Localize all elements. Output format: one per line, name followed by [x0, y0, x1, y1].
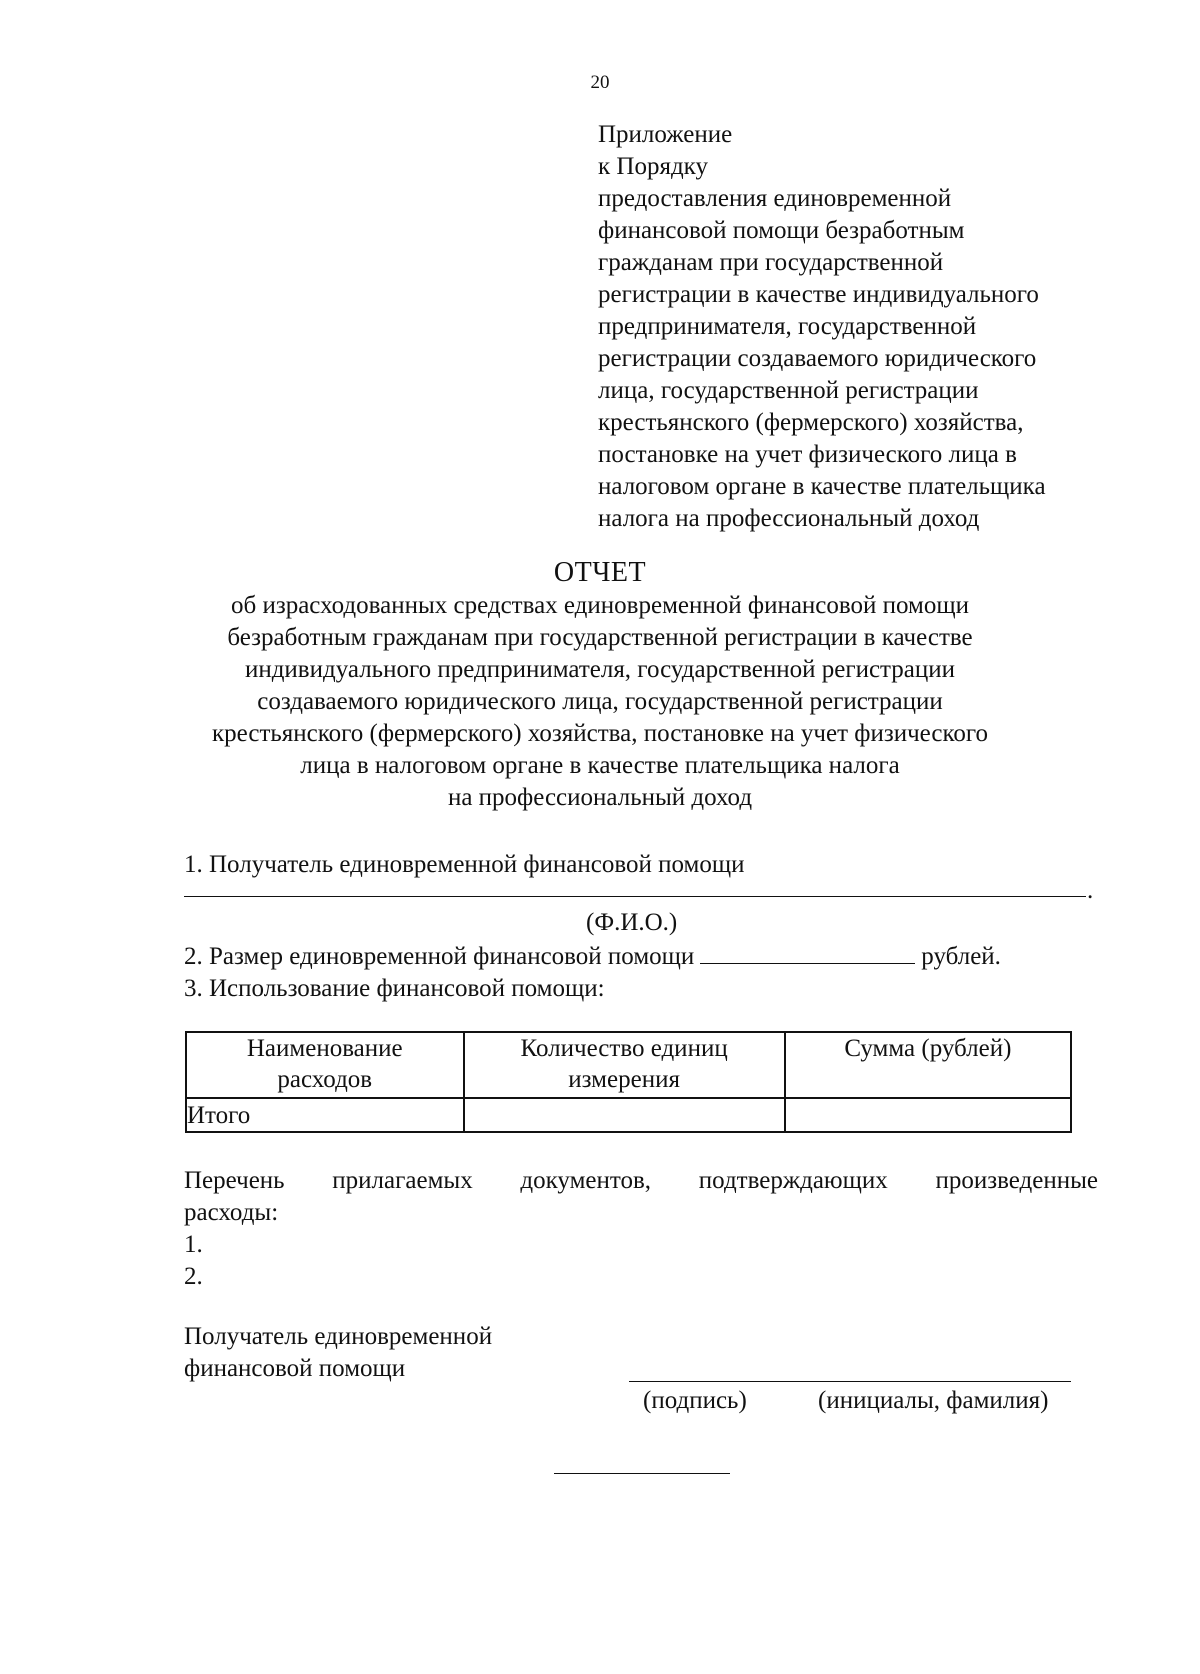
report-subtitle-line: индивидуального предпринимателя, государственной регистрации	[244, 656, 956, 683]
appendix-block	[598, 119, 1046, 535]
signature-blank-line[interactable]	[629, 1381, 1071, 1382]
documents-intro-word: подтверждающих	[698, 1167, 888, 1194]
end-separator-line	[554, 1473, 730, 1474]
report-subtitle-line: создаваемого юридического лица, государственной регистрации	[257, 688, 943, 715]
documents-intro	[184, 1165, 1098, 1197]
report-subtitle-line: крестьянского (фермерского) хозяйства, постановке на учет физического	[211, 720, 989, 747]
appendix-line: регистрации создаваемого юридического	[598, 345, 1037, 372]
documents-intro-word: Перечень	[184, 1167, 285, 1194]
appendix-line: гражданам при государственной	[598, 249, 944, 276]
section2-unit: рублей.	[921, 943, 1001, 970]
report-subtitle	[180, 590, 1020, 814]
appendix-line: Приложение	[598, 121, 733, 148]
documents-item-1: 1.	[184, 1231, 203, 1258]
appendix-line: крестьянского (фермерского) хозяйства,	[598, 409, 1024, 436]
report-subtitle-line: безработным гражданам при государственной регистрации в качестве	[227, 624, 973, 651]
recipient-label-line1: Получатель единовременной	[184, 1323, 493, 1350]
appendix-line: лица, государственной регистрации	[598, 377, 979, 404]
total-unit-cell[interactable]	[464, 1098, 785, 1132]
fio-blank-line[interactable]	[184, 896, 1086, 897]
header-line: Количество единиц	[520, 1035, 728, 1062]
expenses-table	[185, 1031, 1072, 1133]
appendix-line: финансовой помощи безработным	[598, 217, 965, 244]
appendix-line: предпринимателя, государственной	[598, 313, 977, 340]
documents-intro-word: документов,	[520, 1167, 652, 1194]
appendix-line: регистрации в качестве индивидуального	[598, 281, 1039, 308]
fio-caption: (Ф.И.О.)	[586, 909, 678, 936]
section3-label: 3. Использование финансовой помощи:	[184, 975, 605, 1002]
section2-label: 2. Размер единовременной финансовой помощи	[184, 943, 695, 970]
section2-row	[184, 941, 1001, 973]
table-header-row	[186, 1032, 1071, 1098]
fio-end-dot: .	[1087, 877, 1094, 904]
header-sum	[785, 1032, 1071, 1098]
signature-caption: (подпись)	[643, 1387, 747, 1414]
documents-intro-word: прилагаемых	[332, 1167, 473, 1194]
report-subtitle-line: лица в налоговом органе в качестве плательщика налога	[300, 752, 900, 779]
header-line: Наименование	[246, 1035, 403, 1062]
appendix-line: к Порядку	[598, 153, 708, 180]
header-line: измерения	[568, 1066, 680, 1093]
appendix-line: налоговом органе в качестве плательщика	[598, 473, 1046, 500]
report-title: ОТЧЕТ	[553, 557, 647, 588]
header-line: Сумма (рублей)	[844, 1035, 1012, 1062]
documents-intro-tail: расходы:	[184, 1199, 279, 1226]
report-subtitle-line: об израсходованных средствах единовременной финансовой помощи	[230, 592, 970, 619]
section1-label: 1. Получатель единовременной финансовой помощи	[184, 851, 745, 878]
table-row	[186, 1098, 1071, 1132]
header-expense-name	[186, 1032, 464, 1098]
header-line: расходов	[277, 1066, 373, 1093]
header-unit-count	[464, 1032, 785, 1098]
total-sum-cell[interactable]	[785, 1098, 1071, 1132]
documents-item-2: 2.	[184, 1263, 203, 1290]
appendix-line: налога на профессиональный доход	[598, 505, 980, 532]
appendix-line: постановке на учет физического лица в	[598, 441, 1017, 468]
recipient-label-line2: финансовой помощи	[184, 1355, 406, 1382]
report-subtitle-line: на профессиональный доход	[447, 784, 753, 811]
appendix-line: предоставления единовременной	[598, 185, 952, 212]
name-caption: (инициалы, фамилия)	[818, 1387, 1049, 1414]
page-number: 20	[590, 72, 610, 93]
amount-blank-field[interactable]	[700, 941, 915, 964]
total-label-cell: Итого	[186, 1098, 464, 1132]
documents-intro-word: произведенные	[935, 1167, 1098, 1194]
